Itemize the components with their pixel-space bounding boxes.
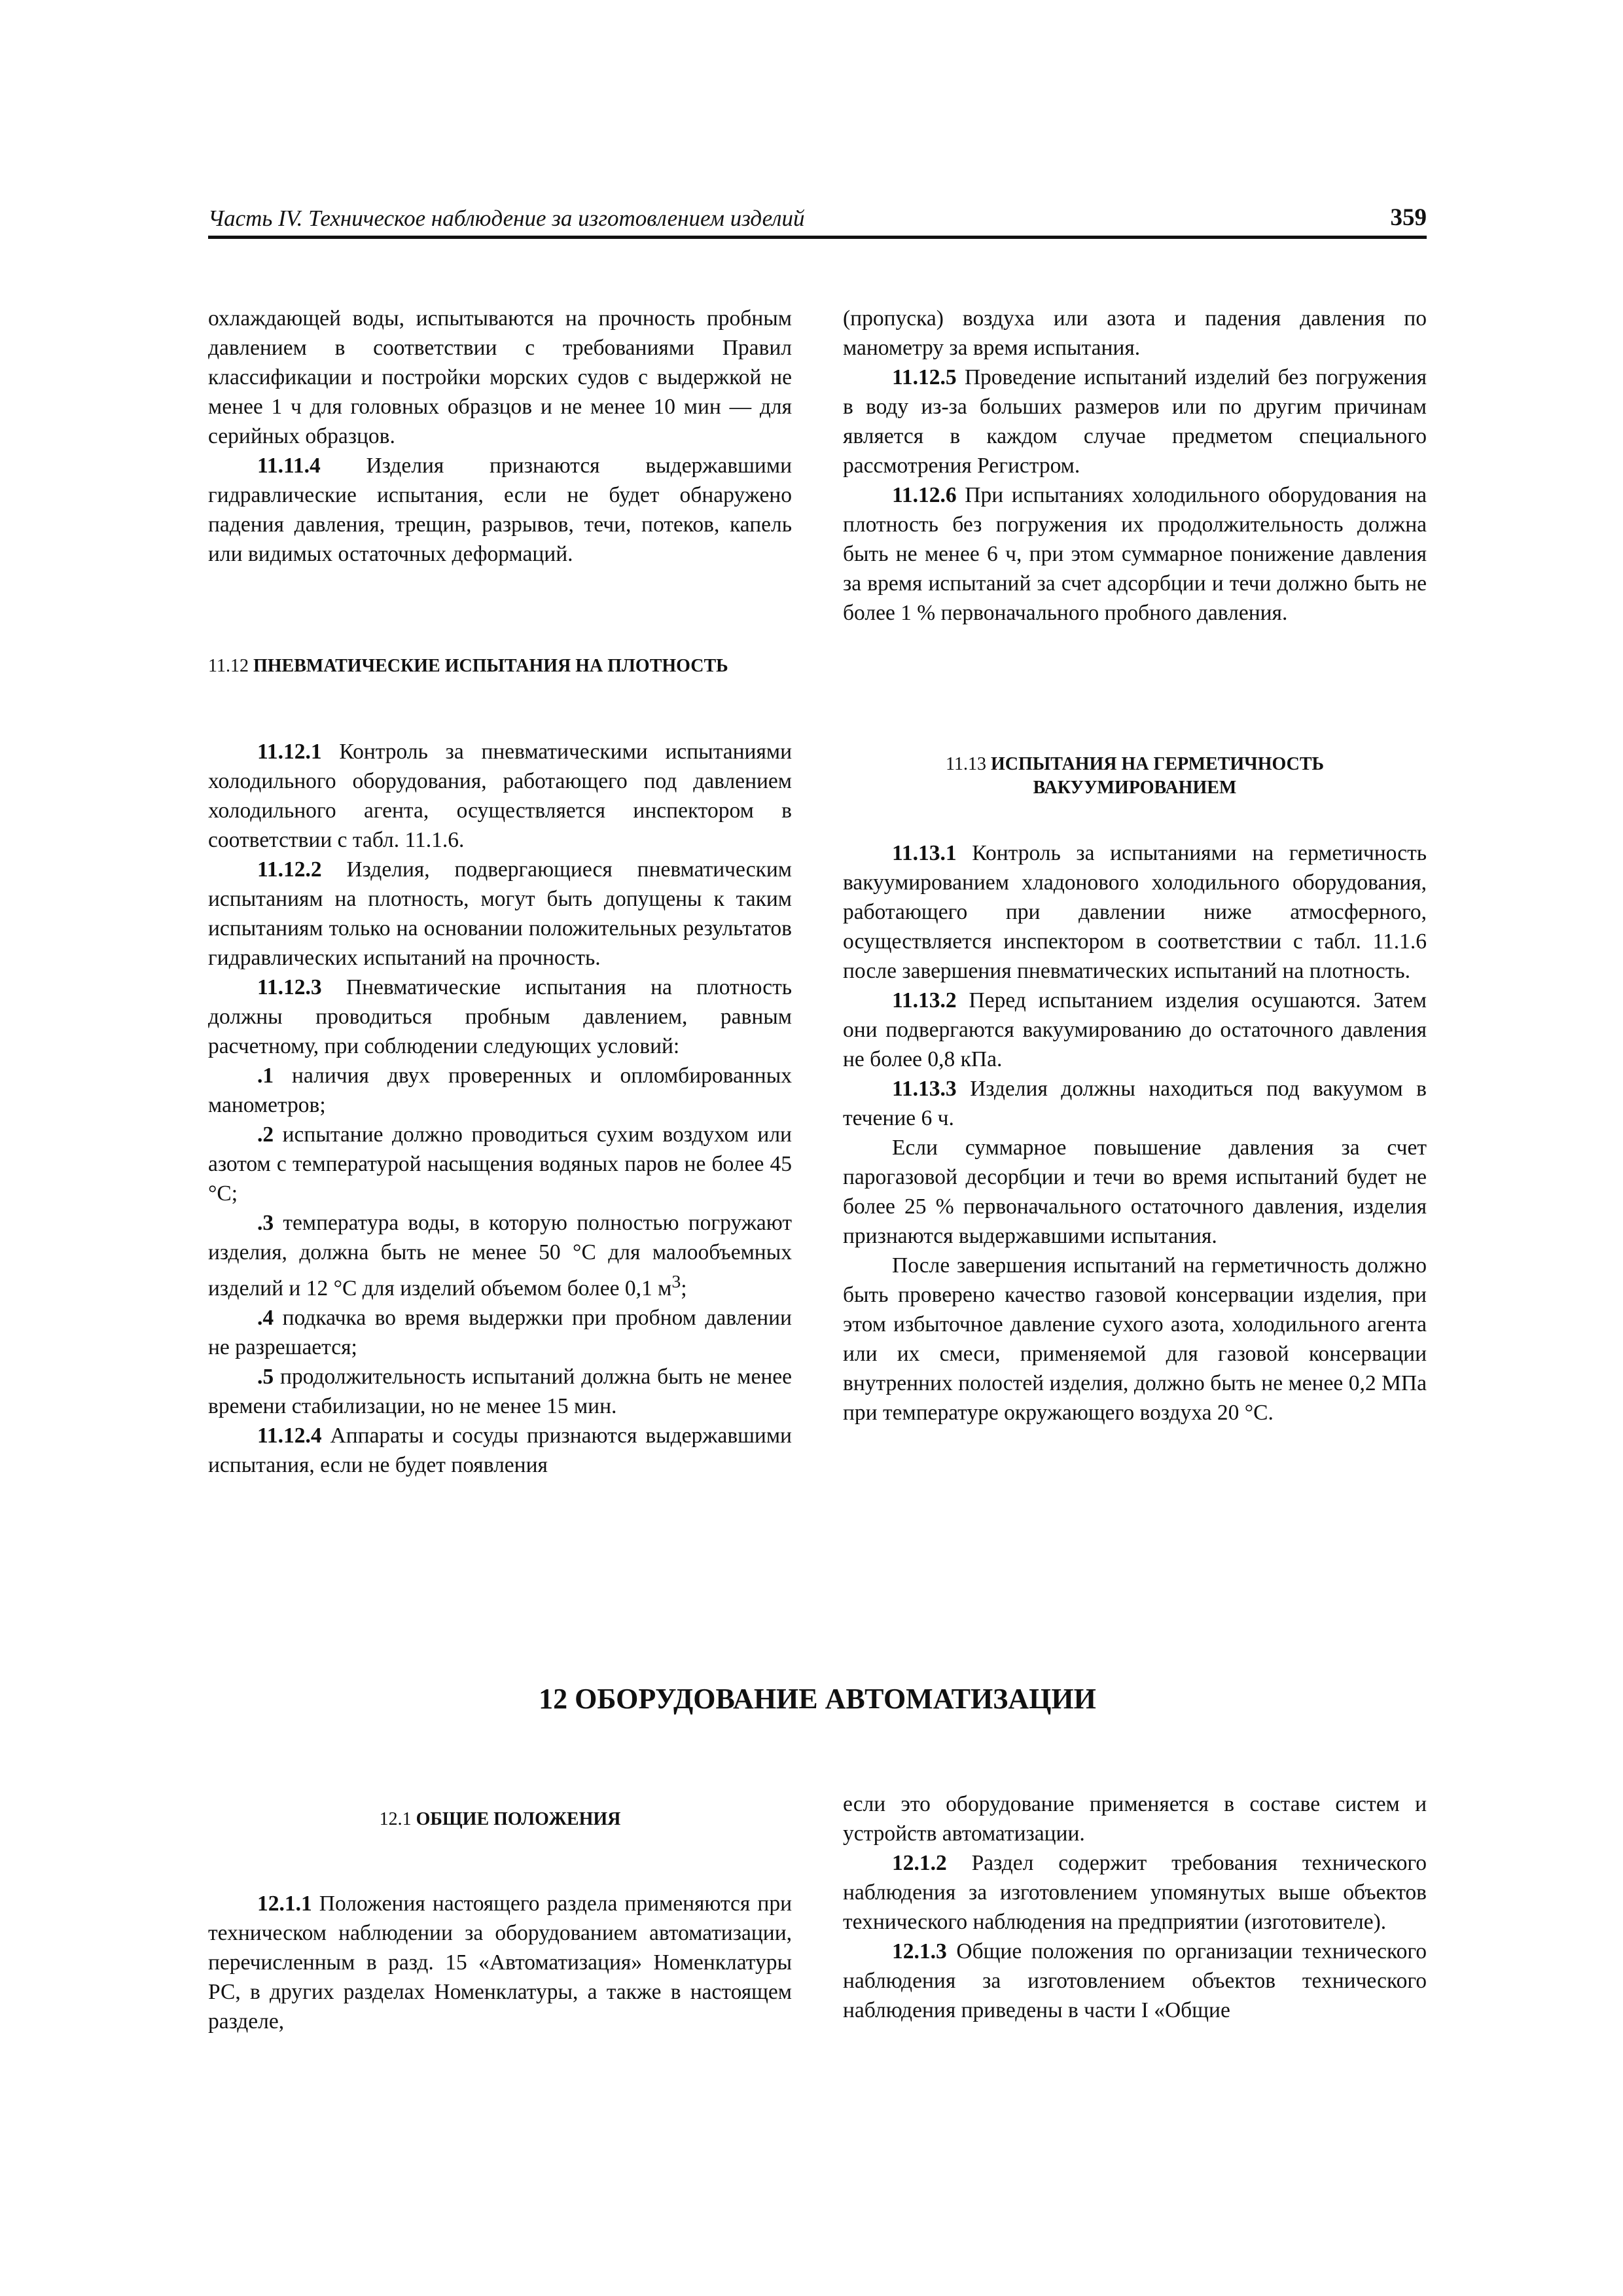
paragraph: После завершения испытаний на герметичность должно быть проверено качество газовой консервации изделия, при этом избыточное давление сухого азота, холодильного агента или их смеси, применяемой для газовой консервации внутренних полостей изделия, должно быть не менее 0,2 МПа при температуре окружающего воздуха 20 °С. xyxy=(843,1253,1427,1425)
list-item-1: .1 наличия двух проверенных и опломбированных манометров; xyxy=(208,1064,792,1117)
paragraph: охлаждающей воды, испытываются на прочность пробным давлением в соответствии с требованиями Правил классификации и постройки морских судов с выдержкой не менее 1 ч для головных образцов и не менее 10 мин — для серийных образцов. xyxy=(208,306,792,448)
running-header xyxy=(208,200,1427,239)
left-column-top xyxy=(208,304,792,569)
list-item-5: .5 продолжительность испытаний должна быть не менее времени стабилизации, но не менее 15 мин. xyxy=(208,1365,792,1419)
section-heading-11-12: 11.12 ПНЕВМАТИЧЕСКИЕ ИСПЫТАНИЯ НА ПЛОТНОСТЬ xyxy=(208,656,728,676)
list-item-3: .3 температура воды, в которую полностью погружают изделия, должна быть не менее 50 °С для малообъемных изделий и 12 °С для изделий объемом более 0,1 $м^3$; xyxy=(208,1211,792,1301)
right-column-bottom xyxy=(843,1789,1427,2025)
paragraph: (пропуска) воздуха или азота и падения давления по манометру за время испытания. xyxy=(843,306,1427,360)
paragraph-12-1-1: 12.1.1 Положения настоящего раздела применяются при техническом наблюдении за оборудованием автоматизации, перечисленным в разд. 15 «Автоматизация» Номенклатуры РС, в других разделах Номенклатуры, а также в настоящем разделе, xyxy=(208,1892,792,2034)
page-number: 359 xyxy=(1390,204,1427,231)
right-column-top xyxy=(843,304,1427,628)
paragraph: Если суммарное повышение давления за счет парогазовой десорбции и течи во время испытаний будет не более 25 % первоначального остаточного давления, изделия признаются выдержавшими испытания. xyxy=(843,1136,1427,1248)
paragraph-11-12-5: 11.12.5 Проведение испытаний изделий без погружения в воду из-за больших размеров или по другим причинам является в каждом случае предметом специального рассмотрения Регистром. xyxy=(843,365,1427,478)
paragraph-11-13-1: 11.13.1 Контроль за испытаниями на герметичность вакуумированием хладонового холодильного оборудования, работающего при давлении ниже атмосферного, осуществляется инспектором в соответствии с табл. 11.1.6 после завершения пневматических испытаний на плотность. xyxy=(843,841,1427,983)
paragraph-11-12-6: 11.12.6 При испытаниях холодильного оборудования на плотность без погружения их продолжительность должна быть не менее 6 ч, при этом суммарное понижение давления за время испытаний за счет адсорбции и течи должно быть не более 1 % первоначального пробного давления. xyxy=(843,483,1427,625)
running-title: Часть IV. Техническое наблюдение за изготовлением изделий xyxy=(208,206,805,231)
paragraph-11-12-3: 11.12.3 Пневматические испытания на плотность должны проводиться пробным давлением, равным расчетному, при соблюдении следующих условий: xyxy=(208,975,792,1058)
paragraph-11-11-4: 11.11.4 Изделия признаются выдержавшими гидравлические испытания, если не будет обнаружено падения давления, трещин, разрывов, течи, потеков, капель или видимых остаточных деформаций. xyxy=(208,454,792,566)
paragraph: если это оборудование применяется в составе систем и устройств автоматизации. xyxy=(843,1792,1427,1846)
paragraph-11-13-2: 11.13.2 Перед испытанием изделия осушаются. Затем они подвергаются вакуумированию до остаточного давления не более 0,8 кПа. xyxy=(843,988,1427,1071)
section-heading-12-1: 12.1 ОБЩИЕ ПОЛОЖЕНИЯ xyxy=(379,1809,621,1829)
left-column-section-11-12 xyxy=(208,737,792,1480)
right-column-section-11-13 xyxy=(843,838,1427,1427)
paragraph-11-12-4: 11.12.4 Аппараты и сосуды признаются выдержавшими испытания, если не будет появления xyxy=(208,1424,792,1478)
paragraph-11-12-2: 11.12.2 Изделия, подвергающиеся пневматическим испытаниям на плотность, могут быть допущены к таким испытаниям только на основании положительных результатов гидравлических испытаний на прочность. xyxy=(208,857,792,970)
paragraph-12-1-3: 12.1.3 Общие положения по организации технического наблюдения за изготовлением объектов технического наблюдения приведены в части I «Общие xyxy=(843,1939,1427,2022)
left-column-bottom xyxy=(208,1889,792,2036)
list-item-2: .2 испытание должно проводиться сухим воздухом или азотом с температурой насыщения водяных паров не более 45 °С; xyxy=(208,1122,792,1206)
chapter-title: 12 ОБОРУДОВАНИЕ АВТОМАТИЗАЦИИ xyxy=(539,1683,1096,1715)
list-item-4: .4 подкачка во время выдержки при пробном давлении не разрешается; xyxy=(208,1306,792,1360)
section-heading-11-13: 11.13 ИСПЫТАНИЯ НА ГЕРМЕТИЧНОСТЬ ВАКУУМИРОВАНИЕМ xyxy=(946,754,1324,798)
paragraph-11-13-3: 11.13.3 Изделия должны находиться под вакуумом в течение 6 ч. xyxy=(843,1077,1427,1130)
paragraph-12-1-2: 12.1.2 Раздел содержит требования технического наблюдения за изготовлением упомянутых выше объектов технического наблюдения на предприятии (изготовителе). xyxy=(843,1851,1427,1934)
paragraph-11-12-1: 11.12.1 Контроль за пневматическими испытаниями холодильного оборудования, работающего под давлением холодильного агента, осуществляется инспектором в соответствии с табл. 11.1.6. xyxy=(208,740,792,852)
